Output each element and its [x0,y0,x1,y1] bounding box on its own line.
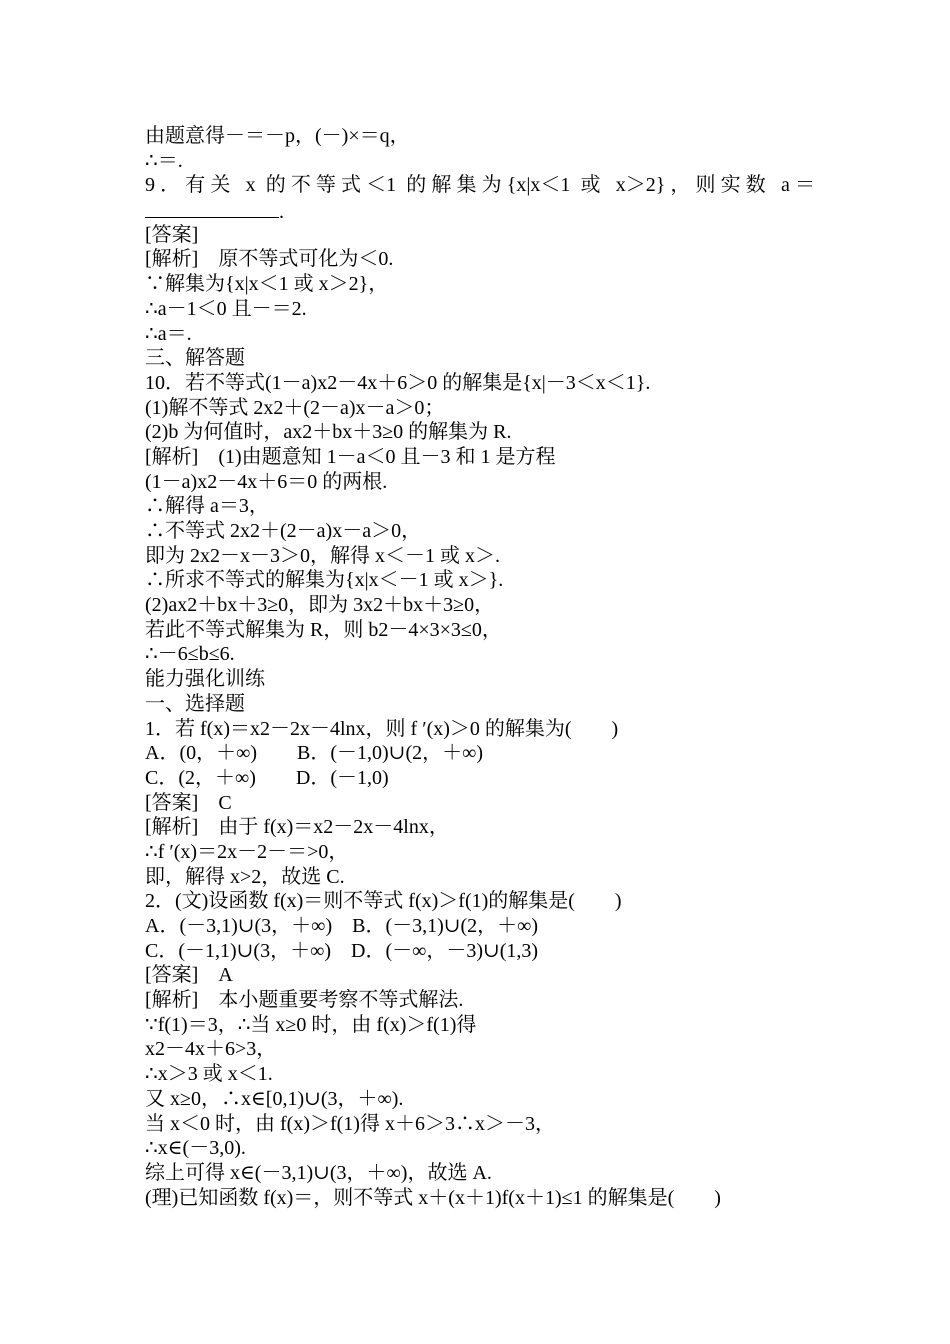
text-line: [解析] 本小题重要考察不等式解法. [145,989,464,1012]
section-heading: 能力强化训练 [145,668,265,691]
text-line: 2．(文)设函数 f(x)＝则不等式 f(x)＞f(1)的解集是( ) [145,890,622,913]
choice-line: A．(－3,1)∪(3，＋∞) B．(－3,1)∪(2，＋∞) [145,915,539,937]
text-line: ∴a＝. [145,322,192,345]
text-line: ∴x＞3 或 x＜1. [145,1063,273,1086]
answer-blank-line [145,198,815,223]
text-line: 即为 2x2－x－3＞0，解得 x＜－1 或 x＞. [145,544,500,567]
text-line: ∴x∈(－3,0). [145,1137,246,1160]
text-line: (2)ax2＋bx＋3≥0，即为 3x2＋bx＋3≥0， [145,594,495,617]
text-line: 即，解得 x>2，故选 C. [145,865,345,888]
text-line: 又 x≥0，∴x∈[0,1)∪(3，＋∞). [145,1087,404,1110]
text-line: ∴所求不等式的解集为{x|x＜－1 或 x＞}. [145,569,504,592]
text-line: (1)解不等式 2x2＋(2－a)x－a＞0； [145,396,445,419]
question-9-line: 9．有关 x 的不等式＜1 的解集为{x|x＜1 或 x＞2}，则实数 a＝ [145,174,815,197]
text-line: [解析] 原不等式可化为＜0. [145,248,394,271]
text-line: [解析] (1)由题意知 1－a＜0 且－3 和 1 是方程 [145,445,556,468]
choice-line: A．(0，＋∞) B．(－1,0)∪(2，＋∞) [145,742,484,765]
text-line: 若此不等式解集为 R，则 b2－4×3×3≤0， [145,618,502,641]
text-line: ∵f(1)＝3，∴当 x≥0 时，由 f(x)＞f(1)得 [145,1013,477,1036]
text-line: x2－4x＋6>3， [145,1038,277,1061]
text-line: ∴解得 a＝3， [145,495,269,518]
text-line: 1．若 f(x)＝x2－2x－4lnx，则 f ′(x)＞0 的解集为( ) [145,717,619,740]
text-line: 当 x＜0 时，由 f(x)＞f(1)得 x＋6＞3∴x＞－3， [145,1112,555,1135]
text-fragment: . [279,201,284,224]
document-body [145,124,815,1210]
text-line: 10．若不等式(1－a)x2－4x＋6＞0 的解集是{x|－3＜x＜1}. [145,371,651,394]
text-line: [答案] C [145,791,232,814]
text-line: ∴f ′(x)＝2x－2－＝>0， [145,840,349,863]
choice-line: C．(－1,1)∪(3，＋∞) D．(－∞，－3)∪(1,3) [145,939,539,962]
text-line: [解析] 由于 f(x)＝x2－2x－4lnx， [145,816,449,839]
text-line: ∴－6≤b≤6. [145,643,235,666]
text-line: 由题意得－＝－p，(－)×＝q， [145,125,410,147]
answer-blank [145,198,279,218]
text-line: ∴＝. [145,149,183,172]
section-heading: 三、解答题 [145,347,245,370]
text-line: ∵解集为{x|x＜1 或 x＞2}， [145,273,389,296]
text-line: [答案] [145,223,199,246]
text-line: (理)已知函数 f(x)＝，则不等式 x＋(x＋1)f(x＋1)≤1 的解集是( ) [145,1186,721,1209]
text-line: ∴不等式 2x2＋(2－a)x－a＞0， [145,520,422,542]
text-line: (2)b 为何值时，ax2＋bx＋3≥0 的解集为 R. [145,421,512,444]
text-line: ∴a－1＜0 且－＝2. [145,297,307,320]
text-line: (1－a)x2－4x＋6＝0 的两根. [145,470,388,493]
choice-line: C．(2，＋∞) D．(－1,0) [145,766,389,789]
text-line: 综上可得 x∈(－3,1)∪(3，＋∞)，故选 A. [145,1161,492,1184]
text-line: [答案] A [145,964,233,987]
section-heading: 一、选择题 [145,692,245,715]
